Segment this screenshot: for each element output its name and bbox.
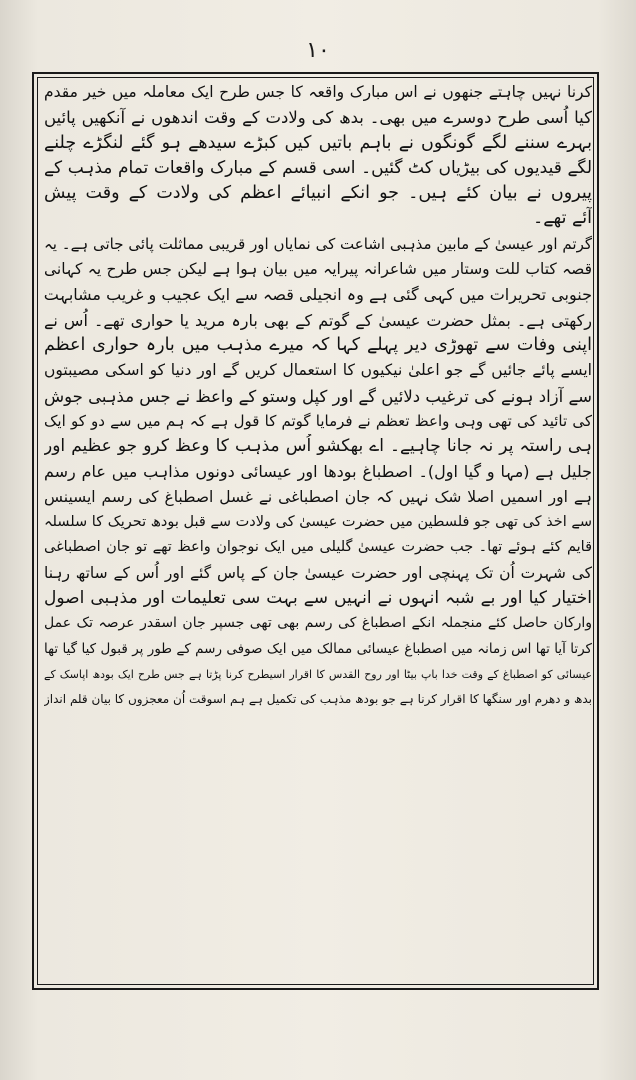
text-line: قصہ کتاب للت وستار میں شاعرانہ پیرایہ میں بیان ہوا ہے لیکن جس طرح یہ کہانی: [44, 260, 592, 279]
text-line: وارکان حاصل کئے منجملہ انکے اصطباغ کی رسم بھی تھی جسپر جان اسقدر عرصہ تک عمل: [44, 615, 592, 632]
text-body: [44, 80, 592, 980]
text-line: کرتا آیا تھا اس زمانہ میں اصطباغ عیسائی ممالک میں ایک صوفی رسم کے طور پر قبول کیا گیا تھا: [44, 640, 592, 657]
text-line: اپنی وفات سے تھوڑی دیر پہلے کہا کہ میرے مذہب میں بارہ حواری اعظم: [44, 334, 592, 355]
page-number: ۱۰: [306, 38, 330, 63]
text-line: کرنا نہیں چاہتے جنھوں نے اس مبارک واقعہ کا جس طرح ایک معاملہ میں خیر مقدم: [44, 83, 592, 101]
text-line: رکھتی ہے۔ بمثل حضرت عیسیٰ کے گوتم کے بھی بارہ مرید یا حواری تھے۔ اُس نے: [44, 310, 592, 330]
text-line: آئے تھے۔: [533, 208, 592, 229]
paragraph-2: [44, 232, 592, 713]
text-line: ایسے پائے جائیں گے جو اعلیٰ نیکیوں کا استعمال کریں گے اور دنیا کو اسکی مصیبتوں: [44, 361, 592, 380]
text-line: عیسائی کو اصطباغ کے وقت خدا باپ بیٹا اور روح القدس کا اقرار اسیطرح کرنا پڑتا ہے جس طرح ایک بودھ اپاسک کے: [44, 667, 592, 681]
text-line: ہے اور اسمیں اصلا شک نہیں کہ جان اصطباغی نے غسل اصطباغ کی رسم ایسینس: [44, 487, 592, 506]
text-line: جلیل ہے (مہا و گیا اول)۔ اصطباغ بودھا اور عیسائی دونوں مذاہب میں عام رسم: [44, 462, 592, 482]
text-line: اختیار کیا اور بے شبہ انہوں نے انہیں سے بہت سی تعلیمات اور مذہبی اصول: [44, 587, 592, 608]
text-line: کیا اُسی طرح دوسرے میں بھی۔ بدھ کی ولادت کے وقت اندھوں نے آنکھیں پائیں: [44, 108, 592, 128]
text-line: پیروں نے بیان کئے ہیں۔ جو انکے انبیائے اعظم کی ولادت کے وقت پیش: [44, 183, 592, 204]
text-line: ہی راستہ پر نہ جانا چاہیے۔ اے بھکشو اُس مذہب کا وعظ کرو جو عظیم اور: [44, 436, 592, 457]
text-line: سے آزاد ہونے کی ترغیب دلائیں گے اور کپل وستو کے واعظ نے جس مذہبی جوش: [44, 386, 592, 406]
paragraph-1: [44, 80, 592, 232]
text-line: سے اخذ کی تھی جو فلسطین میں حضرت عیسیٰ کی ولادت سے قبل بودھ تحریک کا سلسلہ: [44, 514, 592, 531]
text-line: بہرے سننے لگے گونگوں نے باہم باتیں کیں کبڑے سیدھے ہو گئے لنگڑے چلنے: [44, 132, 592, 153]
text-line: لگے قیدیوں کی بیڑیاں کٹ گئیں۔ اسی قسم کے مبارک واقعات تمام مذہب کے: [44, 157, 592, 178]
text-line: بدھ و دھرم اور سنگھا کا اقرار کرنا ہے جو بودھ مذہب کی تکمیل ہے ہم اسوقت اُن معجزوں کا بیان قلم انداز: [44, 692, 592, 707]
text-line: گرتم اور عیسیٰ کے مابین مذہبی اشاعت کی نمایاں اور قریبی مماثلت پائی جاتی ہے۔ یہ: [44, 234, 592, 253]
text-line: قایم کئے ہوئے تھا۔ جب حضرت عیسیٰ گلیلی میں ایک نوجوان واعظ تھے تو جان اصطباغی: [44, 539, 592, 556]
text-line: کی شہرت اُن تک پہنچی اور حضرت عیسیٰ جان کے پاس گئے اور اُس کے ساتھ رہنا: [44, 563, 592, 582]
text-line: جنوبی تحریرات میں کہی گئی ہے وہ انجیلی قصہ سے ایک عجیب و غریب مشابہت: [44, 285, 592, 305]
text-line: کی تائید کی تھی وہی واعظ تعظم نے فرمایا گوتم کا قول ہے کہ ہم میں سے دو کو ایک: [44, 411, 592, 430]
